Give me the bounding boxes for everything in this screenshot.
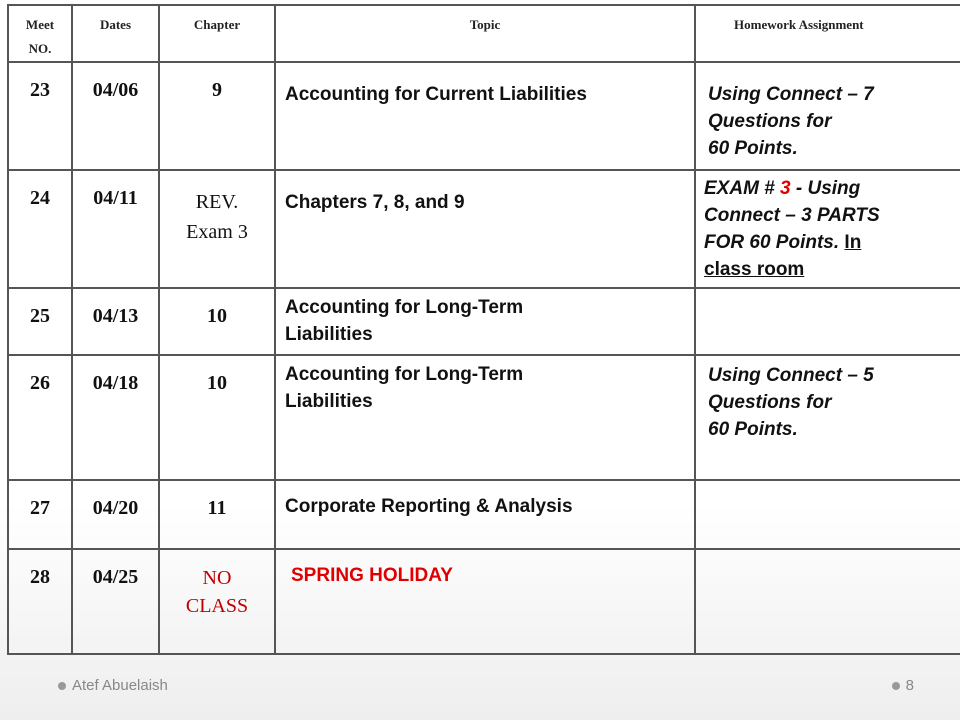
- meet-date: 04/18: [72, 355, 159, 480]
- topic-cell: Accounting for Long-Term Liabilities: [275, 355, 695, 480]
- table-row: [8, 355, 960, 480]
- footer-author: Atef Abuelaish: [58, 677, 168, 694]
- chapter-cell: NO CLASS: [159, 549, 275, 654]
- table-row: [8, 62, 960, 170]
- homework-cell: [695, 288, 960, 355]
- table-row: [8, 480, 960, 549]
- bullet-icon: [892, 682, 900, 690]
- schedule-table: [7, 4, 960, 655]
- meet-number: 25: [8, 288, 72, 355]
- meet-date: 04/13: [72, 288, 159, 355]
- chapter-cell: REV. Exam 3: [159, 170, 275, 288]
- footer-page-number: 8: [892, 677, 914, 694]
- topic-cell: Chapters 7, 8, and 9: [275, 170, 695, 288]
- header-topic: Topic: [275, 5, 695, 62]
- meet-date: 04/06: [72, 62, 159, 170]
- bullet-icon: [58, 682, 66, 690]
- topic-cell: Accounting for Current Liabilities: [275, 62, 695, 170]
- meet-number: 28: [8, 549, 72, 654]
- chapter-cell: 10: [159, 355, 275, 480]
- exam-number: 3: [780, 178, 791, 199]
- header-meet-no: Meet NO.: [8, 5, 72, 62]
- chapter-cell: 11: [159, 480, 275, 549]
- homework-cell: [695, 480, 960, 549]
- homework-cell: [695, 549, 960, 654]
- homework-cell: Using Connect – 7 Questions for 60 Points.: [695, 62, 960, 170]
- meet-date: 04/11: [72, 170, 159, 288]
- meet-number: 23: [8, 62, 72, 170]
- table-row: [8, 170, 960, 288]
- header-homework: Homework Assignment: [695, 5, 960, 62]
- header-dates: Dates: [72, 5, 159, 62]
- topic-cell: SPRING HOLIDAY: [275, 549, 695, 654]
- meet-number: 24: [8, 170, 72, 288]
- meet-date: 04/20: [72, 480, 159, 549]
- table-row: [8, 549, 960, 654]
- topic-cell: Corporate Reporting & Analysis: [275, 480, 695, 549]
- meet-number: 27: [8, 480, 72, 549]
- meet-date: 04/25: [72, 549, 159, 654]
- header-row: [8, 5, 960, 62]
- meet-number: 26: [8, 355, 72, 480]
- chapter-cell: 9: [159, 62, 275, 170]
- homework-cell: Using Connect – 5 Questions for 60 Points.: [695, 355, 960, 480]
- homework-cell: EXAM # 3 - Using Connect – 3 PARTS FOR 60 Points. In class room: [695, 170, 960, 288]
- topic-cell: Accounting for Long-Term Liabilities: [275, 288, 695, 355]
- chapter-cell: 10: [159, 288, 275, 355]
- header-chapter: Chapter: [159, 5, 275, 62]
- table-row: [8, 288, 960, 355]
